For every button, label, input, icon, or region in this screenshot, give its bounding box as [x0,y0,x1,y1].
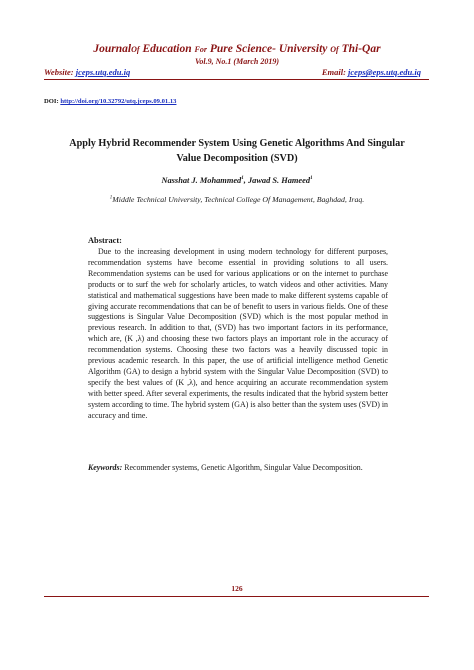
doi-line [44,97,176,106]
keywords-text: Recommender systems, Genetic Algorithm, Singular Value Decomposition. [124,463,363,472]
affiliation-mark: 1 [109,195,113,201]
affiliation-text: Middle Technical University, Technical College Of Management, Baghdad, Iraq. [112,195,365,204]
email-label: Email: [321,67,346,77]
journal-of: Of [131,45,140,54]
author-1: Nasshat J. Mohammed [161,176,242,185]
author-2-affil-mark: 1 [310,176,313,182]
author-2: Jawad S. Hameed [247,176,311,185]
journal-education: Education [142,43,192,55]
paper-title: Apply Hybrid Recommender System Using Genetic Algorithms And Singular Value Decomposition (SVD) [69,138,405,164]
affiliation [0,195,474,205]
doi-label: DOI: [44,98,59,105]
website-label: Website: [44,67,74,77]
email-info [322,67,421,78]
journal-for: For [194,45,207,54]
doi-link[interactable]: http://doi.org/10.32792/utq.jceps.09.01.13 [60,98,177,105]
abstract-body: Due to the increasing development in using modern technology for different purposes, recommendation systems have become essential in providing solutions to all users. Recommendation systems can be used for various applications or on the internet to purchase products or to surf the web for scholarly articles, to watch videos and other activities. Many statistical and mathematical suggestions have been made to make different systems capable of giving accurate recommendations that can be of benefit to users in various fields. One of these suggestions is Singular Value Decomposition (SVD) which is the most popular method in previous research. In addition to that, (SVD) has two important factors in its performance, which are, (K ,λ) and choosing these two factors plays an important role in the accuracy of recommendation systems. Choosing these two factors was a heavily discussed topic in previous academic research. In this paper, the use of artificial intelligence method Genetic Algorithm (GA) to design a hybrid system with the Singular Value Decomposition (SVD) to specify the best values of (K ,λ), and hence acquiring an accurate recommendation system with better speed. After several experiments, the results indicated that the hybrid system better system according to time. The hybrid system (GA) is also better than the system uses (SVD) in accuracy and time. [88,247,388,420]
journal-place: Thi-Qar [341,43,381,55]
header-divider [44,79,429,80]
journal-title [0,43,474,56]
journal-of-2: Of [330,45,339,54]
website-link[interactable]: jceps.utq.edu.iq [75,67,131,77]
journal-prefix: Journal [93,43,132,55]
keywords [88,463,388,474]
journal-rest: Pure Science- University [209,43,328,55]
email-link[interactable]: jceps@eps.utq.edu.iq [348,67,421,77]
footer-divider [44,596,429,597]
keywords-label: Keywords: [88,463,123,472]
author-list [0,175,474,186]
page-number: 126 [231,584,243,593]
author-1-affil-mark: 1 [241,176,244,182]
abstract-heading: Abstract: [88,236,122,245]
journal-volume: Vol.9, No.1 (March 2019) [194,57,279,66]
website-info [44,67,130,78]
author-separator: , [243,176,248,185]
